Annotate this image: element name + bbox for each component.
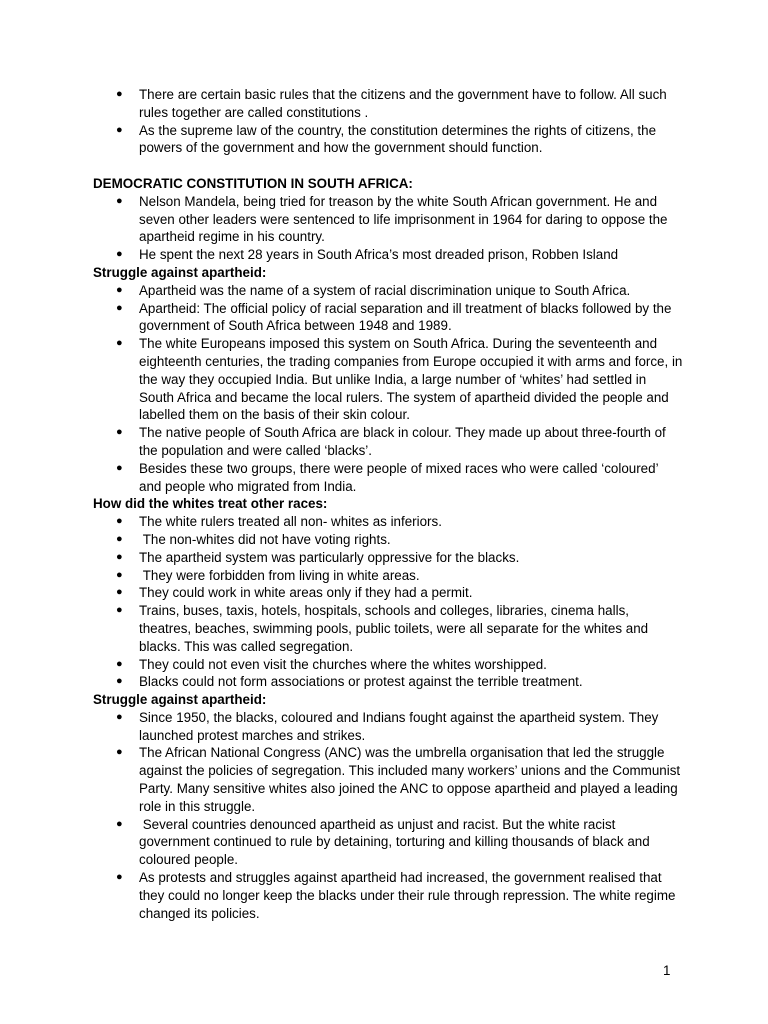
list-item-text: He spent the next 28 years in South Africa’s most dreaded prison, Robben Island xyxy=(139,247,619,263)
page-number: 1 xyxy=(663,963,671,978)
list-item xyxy=(116,602,683,655)
bullet-icon: ● xyxy=(116,817,123,830)
list-item xyxy=(116,300,683,336)
list-item-text: There are certain basic rules that the citizens and the government have to follow. All such rules together are called constitutions . xyxy=(139,87,671,120)
bullet-icon: ● xyxy=(116,515,123,528)
list-item xyxy=(116,549,683,567)
list-item xyxy=(116,531,683,549)
list-item xyxy=(116,673,683,691)
list-item-text: Several countries denounced apartheid as unjust and racist. But the white racist government continued to rule by detaining, torturing and killing thousands of black and coloured people. xyxy=(139,816,654,868)
list-item xyxy=(116,424,683,460)
list-item-text: They could work in white areas only if they had a permit. xyxy=(139,585,473,601)
list-item-text: The apartheid system was particularly oppressive for the blacks. xyxy=(139,549,520,565)
list-item xyxy=(116,86,683,122)
bullet-icon: ● xyxy=(116,301,123,314)
list-item-text: As the supreme law of the country, the constitution determines the rights of citizens, the powers of the government and how the government should function. xyxy=(139,122,660,156)
list-item xyxy=(116,282,683,300)
bullet-icon: ● xyxy=(116,710,123,723)
list-item-text: Since 1950, the blacks, coloured and Indians fought against the apartheid system. They launched protest marches and strikes. xyxy=(139,709,663,743)
bullet-icon: ● xyxy=(116,550,123,563)
list-item xyxy=(116,246,683,264)
list-item-text: The native people of South Africa are black in colour. They made up about three-fourth of the population and were called ‘blacks’. xyxy=(139,425,670,458)
bullet-icon: ● xyxy=(116,568,123,581)
bullet-icon: ● xyxy=(116,532,123,545)
bullet-icon: ● xyxy=(116,461,123,474)
list-item xyxy=(116,656,683,674)
list-item xyxy=(116,122,683,158)
list-item xyxy=(116,584,683,602)
bullet-icon: ● xyxy=(116,746,123,759)
list-item xyxy=(116,513,683,531)
struggle-2-list xyxy=(93,709,683,923)
bullet-icon: ● xyxy=(116,586,123,599)
bullet-icon: ● xyxy=(116,657,123,670)
bullet-icon: ● xyxy=(116,871,123,884)
list-item xyxy=(116,709,683,745)
list-item-text: They could not even visit the churches where the whites worshipped. xyxy=(139,656,547,672)
list-item xyxy=(116,193,683,246)
section-heading-whites: How did the whites treat other races: xyxy=(93,496,328,512)
list-item-text: As protests and struggles against apartheid had increased, the government realised that they could no longer keep the blacks under their rule through repression. The white regime changed its policies. xyxy=(139,870,680,921)
list-item xyxy=(116,744,684,815)
bullet-icon: ● xyxy=(116,123,123,136)
bullet-icon: ● xyxy=(116,675,123,688)
bullet-icon: ● xyxy=(116,88,123,100)
list-item xyxy=(116,567,683,585)
list-item-text: The non-whites did not have voting rights. xyxy=(139,531,391,547)
list-item xyxy=(116,869,683,922)
list-item-text: Apartheid was the name of a system of racial discrimination unique to South Africa. xyxy=(139,282,631,298)
list-item-text: The African National Congress (ANC) was the umbrella organisation that led the struggle against the policies of segregation. This included many workers’ unions and the Communist Party. Many sensitive whites also joined the ANC to oppose apartheid and played a leading role in this struggle. xyxy=(139,745,684,814)
list-item-text: Trains, buses, taxis, hotels, hospitals, schools and colleges, libraries, cinema halls, theatres, beaches, swimming pools, public toilets, were all separate for the whites and blacks. This was called segregation. xyxy=(139,603,652,654)
struggle-1-list xyxy=(93,282,687,496)
intro-list xyxy=(93,86,683,157)
document-body xyxy=(93,86,687,922)
democratic-list xyxy=(93,193,683,264)
list-item xyxy=(116,335,687,424)
whites-list xyxy=(93,513,683,691)
section-heading-struggle-1: Struggle against apartheid: xyxy=(93,264,267,280)
bullet-icon: ● xyxy=(116,283,123,296)
list-item-text: Blacks could not form associations or protest against the terrible treatment. xyxy=(139,674,583,690)
list-item xyxy=(116,816,683,869)
list-item-text: Besides these two groups, there were people of mixed races who were called ‘coloured’ and people who migrated from India. xyxy=(139,460,662,494)
list-item xyxy=(116,460,683,496)
list-item-text: The white Europeans imposed this system on South Africa. During the seventeenth and eighteenth centuries, the trading companies from Europe occupied it with arms and force, in the way they occupied India. But unlike India, a large number of ‘whites’ had settled in South Africa and became the local rulers. The system of apartheid divided the people and labelled them on the basis of their skin colour. xyxy=(139,336,687,423)
list-item-text: Nelson Mandela, being tried for treason by the white South African government. He and seven other leaders were sentenced to life imprisonment in 1964 for daring to oppose the apartheid regime in his country. xyxy=(139,193,672,245)
list-item-text: They were forbidden from living in white areas. xyxy=(139,567,420,583)
bullet-icon: ● xyxy=(116,337,123,350)
bullet-icon: ● xyxy=(116,604,123,617)
section-heading-struggle-2: Struggle against apartheid: xyxy=(93,692,267,708)
section-heading-democratic: DEMOCRATIC CONSTITUTION IN SOUTH AFRICA: xyxy=(93,175,413,191)
bullet-icon: ● xyxy=(116,194,123,207)
bullet-icon: ● xyxy=(116,248,123,261)
list-item-text: Apartheid: The official policy of racial separation and ill treatment of blacks followed by the government of South Africa between 1948 and 1989. xyxy=(139,300,676,334)
list-item-text: The white rulers treated all non- whites as inferiors. xyxy=(139,514,442,530)
bullet-icon: ● xyxy=(116,426,123,439)
